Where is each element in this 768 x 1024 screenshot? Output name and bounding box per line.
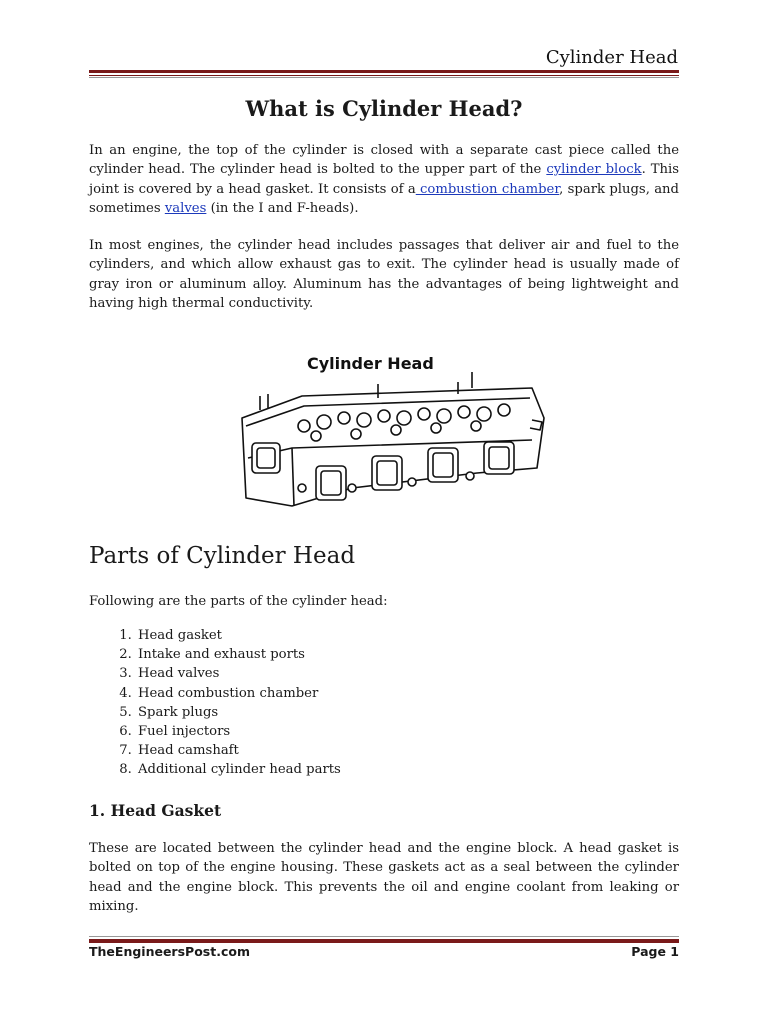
- header-rule: [89, 70, 679, 78]
- list-item: 6. Fuel injectors: [136, 722, 341, 741]
- list-item: 5. Spark plugs: [136, 703, 341, 722]
- head-gasket-paragraph: These are located between the cylinder head and the engine block. A head gasket is bolted on top of the engine housing. These gaskets act as a seal between the cylinder head and the engine block. This prevents the oil and engine coolant from leaking or mixing.: [89, 841, 679, 915]
- parts-heading: Parts of Cylinder Head: [89, 543, 356, 569]
- list-item: 8. Additional cylinder head parts: [136, 760, 341, 779]
- cylinder-block-link[interactable]: cylinder block: [546, 162, 642, 178]
- valves-link[interactable]: valves: [164, 201, 207, 217]
- parts-list: [112, 626, 341, 780]
- intro-text-2: . This joint is covered by a head gasket. It consists of a: [89, 162, 680, 197]
- list-item: 1. Head gasket: [136, 626, 341, 645]
- body-paragraph-2: In most engines, the cylinder head includes passages that deliver air and fuel to the cylinders, and which allow exhaust gas to exit. The cylinder head is usually made of gray iron or aluminum alloy. Aluminum has the advantages of being lightweight and having high thermal conductivity.: [89, 238, 679, 312]
- list-item: 2. Intake and exhaust ports: [136, 645, 341, 664]
- list-item: 7. Head camshaft: [136, 741, 341, 760]
- cylinder-head-illustration: [232, 348, 550, 518]
- intro-paragraph: [89, 141, 679, 219]
- combustion-chamber-link[interactable]: combustion chamber: [415, 181, 560, 197]
- page-title: What is Cylinder Head?: [245, 96, 523, 121]
- header-title: Cylinder Head: [545, 47, 678, 68]
- parts-intro: Following are the parts of the cylinder head:: [89, 594, 388, 609]
- figure-label: Cylinder Head: [307, 354, 434, 373]
- intro-text-4: (in the I and F-heads).: [206, 201, 359, 217]
- list-item: 4. Head combustion chamber: [136, 684, 341, 703]
- footer-rule: [89, 935, 679, 943]
- footer-page-number: Page 1: [631, 944, 679, 959]
- footer-site: TheEngineersPost.com: [89, 944, 250, 959]
- intro-text-3: , spark plugs, and sometimes: [89, 181, 679, 217]
- list-item: 3. Head valves: [136, 664, 341, 683]
- head-gasket-heading: 1. Head Gasket: [89, 801, 222, 820]
- intro-text-1: In an engine, the top of the cylinder is closed with a separate cast piece called the cylinder head. The cylinder head is bolted to the upper part of the: [89, 143, 679, 178]
